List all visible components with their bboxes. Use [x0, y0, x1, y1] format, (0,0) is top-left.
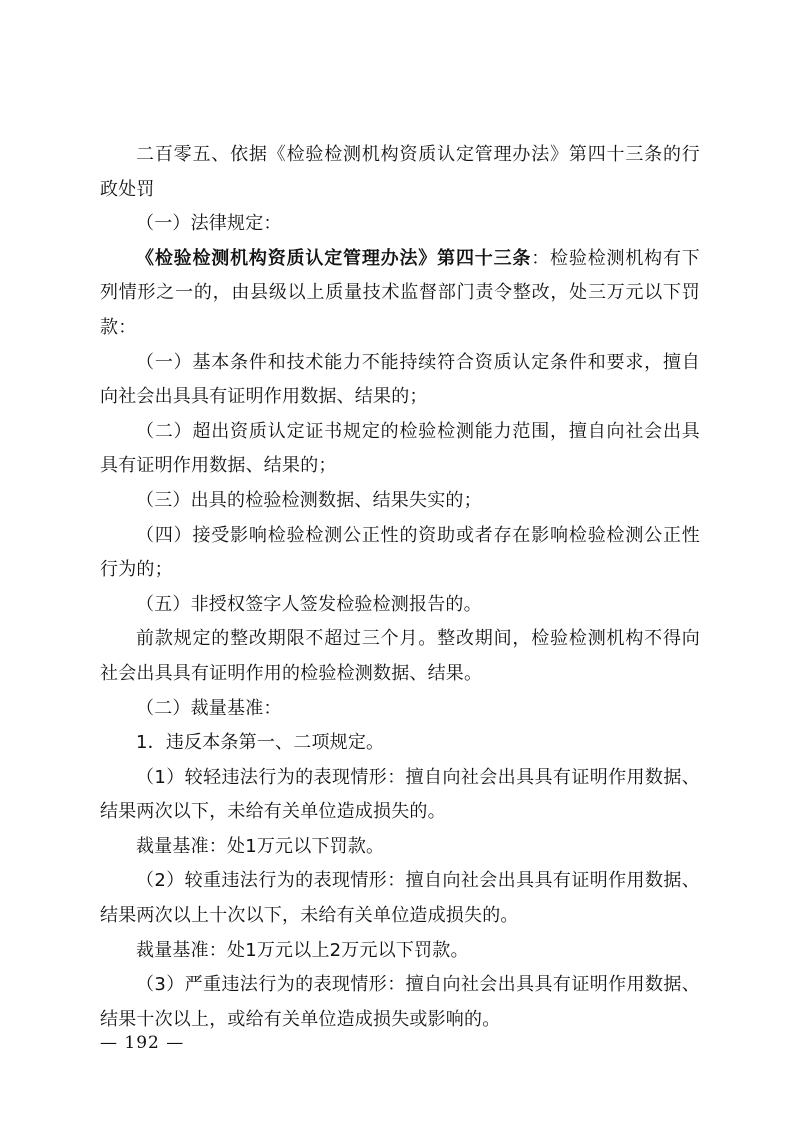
standard-serious: 裁量基准：处1万元以上2万元以下罚款。 — [136, 939, 469, 961]
case-severe: （3）严重违法行为的表现情形：擅自向社会出具具有证明作用数据、结果十次以上，或给有关单位造成损失或影响的。 — [100, 974, 700, 1030]
subheading-discretion-standard: （二）裁量基准： — [136, 697, 282, 719]
document-body — [100, 138, 700, 1037]
rectification-period-paragraph: 前款规定的整改期限不超过三个月。整改期间，检验检测机构不得向社会出具具有证明作用的检验检测数据、结果。 — [100, 628, 700, 684]
page-number: — 192 — — [100, 1033, 185, 1053]
law-item-1: （一）基本条件和技术能力不能持续符合资质认定条件和要求，擅自向社会出具具有证明作用数据、结果的； — [100, 351, 700, 408]
law-item-2: （二）超出资质认定证书规定的检验检测能力范围，擅自向社会出具具有证明作用数据、结果的； — [100, 420, 700, 477]
law-item-5: （五）非授权签字人签发检验检测报告的。 — [136, 593, 482, 615]
law-article-title: 《检验检测机构资质认定管理办法》第四十三条 — [136, 247, 532, 269]
law-item-4: （四）接受影响检验检测公正性的资助或者存在影响检验检测公正性行为的； — [100, 524, 700, 581]
section-heading: 二百零五、依据《检验检测机构资质认定管理办法》第四十三条的行政处罚 — [100, 144, 700, 200]
standard-minor: 裁量基准：处1万元以下罚款。 — [136, 835, 385, 857]
law-article-text: ：检验检测机构有下列情形之一的，由县级以上质量技术监督部门责令整改，处三万元以下罚款： — [100, 247, 700, 338]
law-article-paragraph — [100, 242, 700, 346]
subheading-legal-provisions: （一）法律规定： — [136, 213, 282, 235]
case-minor: （1）较轻违法行为的表现情形：擅自向社会出具具有证明作用数据、结果两次以下，未给有关单位造成损失的。 — [100, 766, 700, 823]
case-serious: （2）较重违法行为的表现情形：擅自向社会出具具有证明作用数据、结果两次以上十次以下，未给有关单位造成损失的。 — [100, 870, 700, 927]
rule-1: 1．违反本条第一、二项规定。 — [136, 732, 385, 754]
law-item-3: （三）出具的检验检测数据、结果失实的； — [136, 489, 482, 511]
